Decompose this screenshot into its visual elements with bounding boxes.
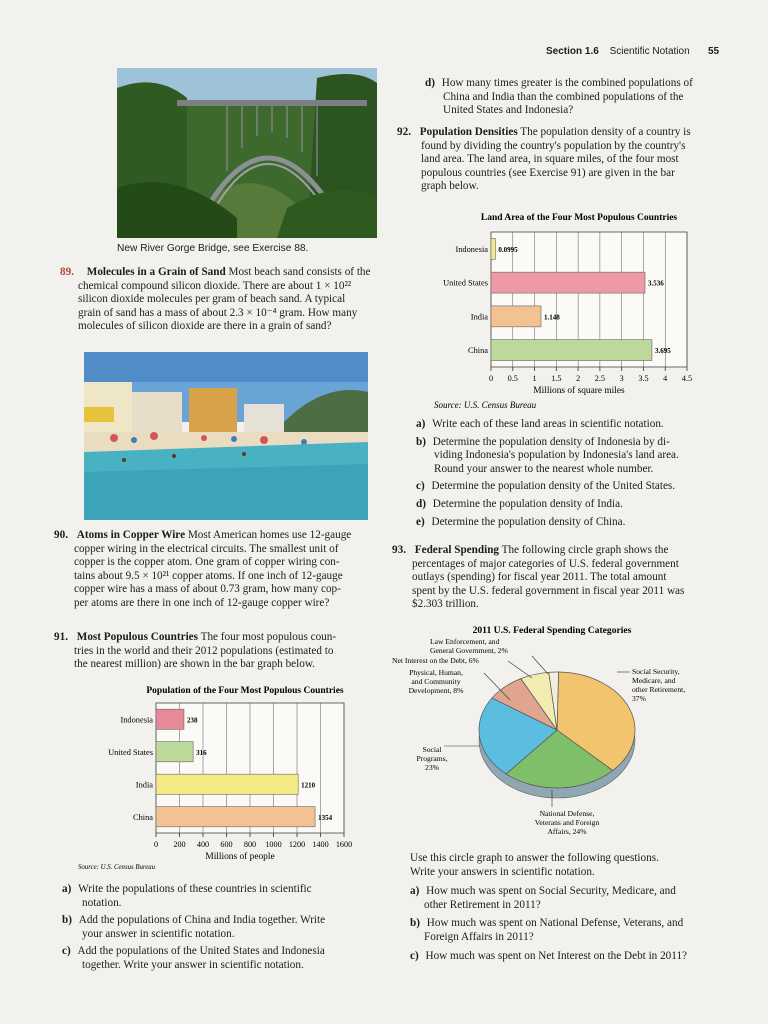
exercise-title: Atoms in Copper Wire bbox=[76, 529, 186, 541]
text-line: Most beach sand consists of the bbox=[228, 266, 371, 278]
instruction-line: Write your answers in scientific notation. bbox=[410, 865, 595, 878]
question-text: viding Indonesia's population by Indonesia's land area. bbox=[434, 449, 679, 462]
bridge-caption: New River Gorge Bridge, see Exercise 88. bbox=[117, 243, 309, 254]
slice-label: Physical, Human, and Community Development, 8% bbox=[408, 668, 464, 695]
text-line: The following circle graph shows the bbox=[501, 544, 669, 556]
land-area-chart bbox=[420, 210, 725, 415]
question-label: c) bbox=[416, 480, 425, 493]
bar bbox=[156, 807, 315, 827]
x-tick-label: 600 bbox=[220, 840, 233, 849]
x-tick-label: 200 bbox=[173, 840, 186, 849]
question-text: How much was spent on Social Security, Medicare, and bbox=[426, 885, 676, 898]
x-tick-label: 0 bbox=[488, 374, 494, 383]
question-label: c) bbox=[410, 949, 419, 962]
exercise-title: Molecules in a Grain of Sand bbox=[86, 266, 226, 278]
question-label: a) bbox=[416, 418, 426, 430]
question-label: c) bbox=[62, 945, 71, 958]
question-text: Determine the population density of India. bbox=[432, 497, 623, 510]
text-line: copper wire has a mass of about 0.73 gram, how many cop- bbox=[74, 583, 341, 596]
exercise-number: 92. bbox=[397, 126, 411, 138]
bar bbox=[491, 306, 541, 327]
text-line: the nearest million) are shown in the bar graph below. bbox=[74, 658, 315, 671]
exercise-number: 90. bbox=[54, 529, 68, 541]
x-tick-label: 0.5 bbox=[507, 374, 518, 383]
exercise-title: Federal Spending bbox=[414, 544, 500, 556]
chart-source: Source: U.S. Census Bureau bbox=[434, 400, 537, 410]
x-tick-label: 1.5 bbox=[551, 374, 562, 383]
data-label: 1210 bbox=[301, 781, 316, 790]
question-text: Determine the population density of Indonesia by di- bbox=[432, 435, 670, 448]
question-d bbox=[416, 498, 722, 512]
text-line: $2.303 trillion. bbox=[412, 598, 479, 611]
text-line: populous countries (see Exercise 91) are given in the bar bbox=[421, 166, 675, 179]
x-tick-label: 1600 bbox=[335, 840, 353, 849]
category-label: Indonesia bbox=[120, 715, 153, 725]
exercise-90 bbox=[54, 529, 372, 611]
bar bbox=[156, 774, 298, 794]
bridge-photo bbox=[117, 68, 377, 238]
question-a bbox=[62, 883, 372, 910]
question-text: United States and Indonesia? bbox=[443, 104, 574, 117]
bar bbox=[156, 709, 184, 729]
text-line: spent by the U.S. federal government in fiscal year 2011 was bbox=[412, 584, 685, 597]
data-label: 0.0995 bbox=[498, 245, 518, 254]
question-text: China and India than the combined populations of the bbox=[443, 90, 684, 103]
text-line: molecules of silicon dioxide are there in a grain of sand? bbox=[78, 320, 332, 333]
text-line: copper is the copper atom. One gram of copper wiring con- bbox=[74, 556, 340, 569]
question-c bbox=[62, 945, 372, 972]
leader-line bbox=[532, 656, 548, 674]
x-tick-label: 800 bbox=[243, 840, 257, 849]
category-label: India bbox=[470, 312, 488, 322]
data-label: 1.148 bbox=[544, 313, 560, 322]
x-tick-label: 2 bbox=[576, 374, 581, 383]
chart-source: Source: U.S. Census Bureau bbox=[78, 864, 156, 871]
question-text: Determine the population density of China. bbox=[431, 515, 626, 528]
category-label: United States bbox=[108, 747, 153, 757]
exercise-number: 89. bbox=[60, 266, 74, 278]
exercise-93-questions bbox=[410, 852, 722, 963]
text-line: per atoms are there in one inch of 12-gauge copper wire? bbox=[74, 596, 330, 609]
text-line: outlays (spending) for fiscal year 2011. The total amount bbox=[412, 571, 667, 584]
x-tick-label: 1200 bbox=[288, 840, 306, 849]
exercise-91 bbox=[54, 631, 372, 672]
question-text: Determine the population density of the United States. bbox=[431, 480, 676, 493]
beach-photo bbox=[84, 352, 368, 520]
text-line: silicon dioxide molecules per gram of beach sand. A typical bbox=[78, 293, 346, 306]
question-a bbox=[410, 885, 722, 912]
text-line: Most American homes use 12-gauge bbox=[187, 529, 352, 541]
instruction-line: Use this circle graph to answer the following questions. bbox=[410, 852, 659, 864]
x-tick-label: 3 bbox=[619, 374, 624, 383]
text-line: The four most populous coun- bbox=[200, 631, 337, 643]
question-b bbox=[410, 917, 722, 944]
chart-title: Population of the Four Most Populous Countries bbox=[146, 686, 344, 696]
question-text: together. Write your answer in scientific notation. bbox=[82, 958, 304, 971]
question-b bbox=[416, 436, 722, 477]
question-label: d) bbox=[416, 497, 426, 510]
x-tick-label: 0 bbox=[153, 840, 159, 849]
text-line: The population density of a country is bbox=[520, 126, 691, 138]
question-text: Foreign Affairs in 2011? bbox=[424, 930, 534, 943]
exercise-91-questions bbox=[62, 883, 372, 973]
population-chart bbox=[78, 683, 378, 873]
data-label: 1354 bbox=[318, 813, 333, 822]
exercise-93 bbox=[392, 544, 720, 612]
data-label: 316 bbox=[196, 748, 207, 757]
question-text: How much was spent on Net Interest on the Debt in 2011? bbox=[425, 949, 688, 962]
chart-title: 2011 U.S. Federal Spending Categories bbox=[472, 625, 632, 636]
page-number: 55 bbox=[708, 46, 720, 57]
question-text: Write the populations of these countries in scientific bbox=[78, 883, 312, 895]
bar bbox=[491, 272, 645, 293]
question-b bbox=[62, 914, 372, 941]
category-label: Indonesia bbox=[455, 244, 488, 254]
exercise-number: 93. bbox=[392, 544, 406, 556]
exercise-title: Most Populous Countries bbox=[76, 631, 198, 643]
x-tick-label: 4 bbox=[663, 374, 668, 383]
x-tick-label: 1400 bbox=[312, 840, 329, 849]
text-line: land area. The land area, in square miles, of the four most bbox=[421, 153, 679, 166]
question-text: your answer in scientific notation. bbox=[82, 927, 235, 940]
x-tick-label: 3.5 bbox=[638, 374, 649, 383]
section-topic: Scientific Notation bbox=[609, 46, 690, 57]
x-tick-label: 2.5 bbox=[594, 374, 606, 383]
question-text: How much was spent on National Defense, Veterans, and bbox=[426, 917, 684, 930]
question-text: How many times greater is the combined populations of bbox=[441, 77, 693, 89]
section-number: Section 1.6 bbox=[546, 46, 599, 57]
category-label: China bbox=[132, 812, 153, 822]
bar bbox=[491, 238, 495, 259]
question-a bbox=[416, 418, 722, 432]
question-text: Add the populations of the United States and Indonesia bbox=[77, 945, 325, 958]
exercise-89 bbox=[60, 266, 376, 334]
exercise-92-questions bbox=[416, 418, 722, 529]
slice-label: Social Security, Medicare, and other Retirement, 37% bbox=[632, 667, 686, 703]
slice-label: Social Programs, 23% bbox=[416, 745, 448, 772]
category-label: India bbox=[135, 780, 153, 790]
question-label: d) bbox=[425, 77, 435, 89]
exercise-91-question-d bbox=[425, 77, 725, 118]
x-axis-label: Millions of people bbox=[205, 852, 275, 862]
x-tick-label: 1000 bbox=[265, 840, 282, 849]
slice-label: National Defense, Veterans and Foreign Affairs, 24% bbox=[534, 809, 600, 836]
text-line: found by dividing the country's population by the country's bbox=[421, 139, 686, 152]
data-label: 238 bbox=[186, 716, 198, 725]
x-tick-label: 400 bbox=[196, 840, 210, 849]
question-text: Write each of these land areas in scientific notation. bbox=[432, 418, 664, 430]
question-label: a) bbox=[62, 883, 72, 895]
question-c bbox=[410, 950, 722, 964]
text-line: percentages of major categories of U.S. federal government bbox=[412, 557, 679, 570]
running-header bbox=[546, 46, 690, 57]
x-axis-label: Millions of square miles bbox=[533, 386, 625, 396]
slice-label: Net Interest on the Debt, 6% bbox=[392, 656, 479, 665]
category-label: United States bbox=[443, 278, 488, 288]
bar bbox=[491, 340, 652, 361]
question-label: a) bbox=[410, 885, 420, 898]
exercise-number: 91. bbox=[54, 631, 68, 643]
question-text: Round your answer to the nearest whole number. bbox=[434, 462, 654, 475]
question-label: b) bbox=[416, 435, 426, 448]
spending-pie-chart bbox=[392, 622, 722, 847]
question-c bbox=[416, 480, 722, 494]
question-text: other Retirement in 2011? bbox=[424, 898, 541, 911]
chart-title: Land Area of the Four Most Populous Countries bbox=[480, 213, 678, 223]
exercise-92 bbox=[397, 126, 719, 194]
question-text: Add the populations of China and India together. Write bbox=[78, 914, 326, 927]
data-label: 3.695 bbox=[654, 347, 671, 356]
text-line: grain of sand has a mass of about 2.3 × 10⁻⁴ gram. How many bbox=[78, 306, 358, 319]
question-label: b) bbox=[62, 914, 72, 927]
question-label: e) bbox=[416, 515, 425, 528]
bar bbox=[156, 742, 193, 762]
data-label: 3.536 bbox=[648, 279, 664, 288]
text-line: tains about 9.5 × 10²¹ copper atoms. If one inch of 12-gauge bbox=[74, 569, 343, 582]
category-label: China bbox=[467, 346, 488, 356]
question-e bbox=[416, 516, 722, 530]
leader-line bbox=[508, 661, 532, 678]
text-line: copper wiring in the electrical circuits. The smallest unit of bbox=[74, 542, 339, 555]
text-line: graph below. bbox=[421, 180, 479, 193]
text-line: chemical compound silicon dioxide. There are about 1 × 10²² bbox=[78, 279, 352, 292]
question-text: notation. bbox=[82, 896, 122, 909]
exercise-title: Population Densities bbox=[419, 126, 518, 138]
x-tick-label: 4.5 bbox=[681, 374, 693, 383]
slice-label: Law Enforcement, and General Government, 2% bbox=[430, 637, 508, 655]
text-line: tries in the world and their 2012 populations (estimated to bbox=[74, 644, 334, 657]
x-tick-label: 1 bbox=[532, 374, 537, 383]
question-label: b) bbox=[410, 917, 420, 930]
